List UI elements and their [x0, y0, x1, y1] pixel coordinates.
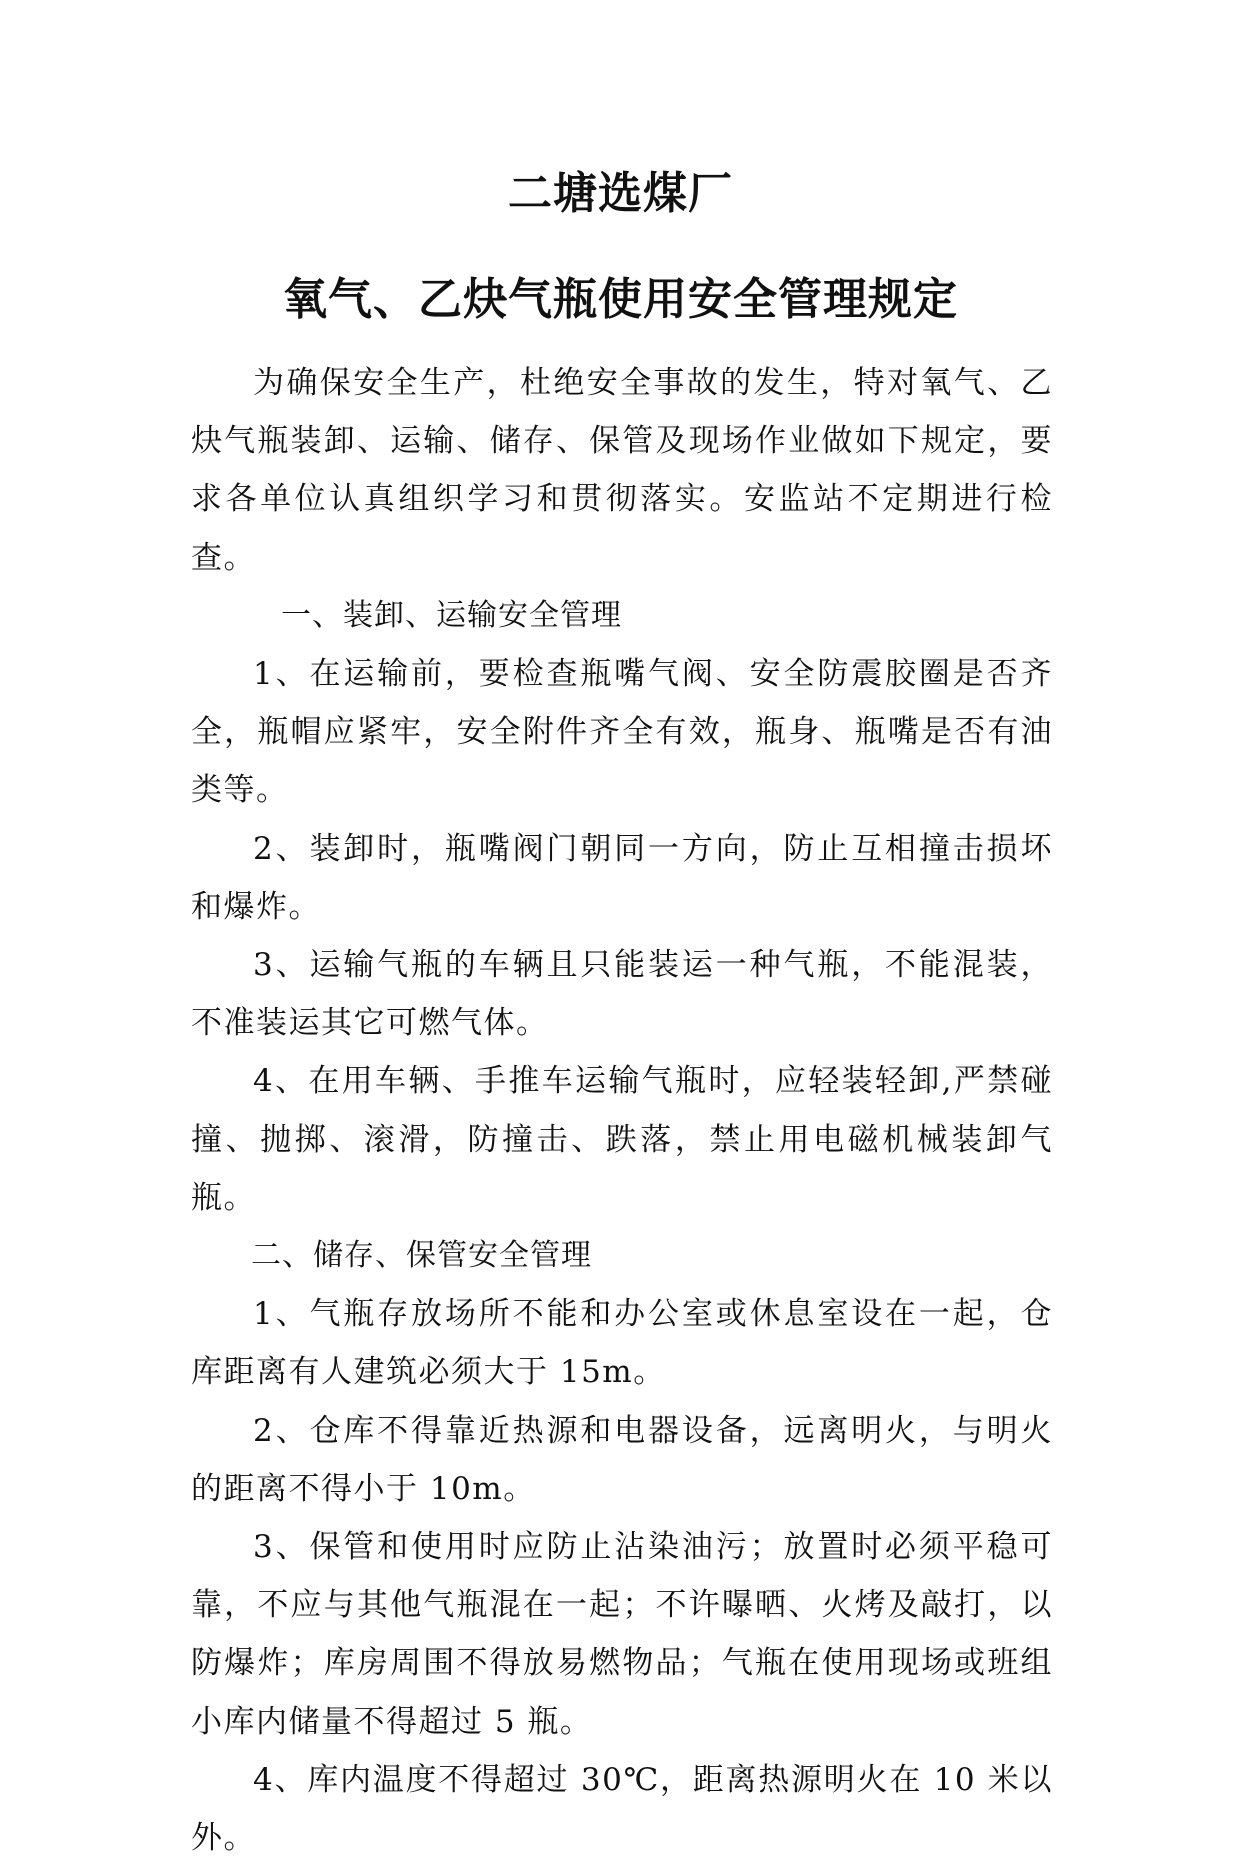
- section-item: 2、仓库不得靠近热源和电器设备，远离明火，与明火的距离不得小于 10m。: [191, 1412, 1053, 1507]
- section-item: 4、库内温度不得超过 30℃，距离热源明火在 10 米以外。: [191, 1761, 1053, 1857]
- section-item: 1、气瓶存放场所不能和办公室或休息室设在一起，仓库距离有人建筑必须大于 15m。: [191, 1296, 1053, 1391]
- document-title-line1: 二塘选煤厂: [508, 168, 733, 219]
- section-item: 1、在运输前，要检查瓶嘴气阀、安全防震胶圈是否齐全，瓶帽应紧牢，安全附件齐全有效，瓶身、瓶嘴是否有油类等。: [191, 656, 1053, 809]
- section-heading: 一、装卸、运输安全管理: [281, 597, 622, 633]
- section-heading: 二、储存、保管安全管理: [251, 1238, 592, 1274]
- intro-paragraph: 为确保安全生产，杜绝安全事故的发生，特对氧气、乙炔气瓶装卸、运输、储存、保管及现场作业做如下规定，要求各单位认真组织学习和贯彻落实。安监站不定期进行检查。: [191, 365, 1053, 576]
- section-item: 3、运输气瓶的车辆且只能装运一种气瓶，不能混装，不准装运其它可燃气体。: [191, 947, 1053, 1042]
- document-title-line2: 氧气、乙炔气瓶使用安全管理规定: [283, 274, 958, 325]
- document-body: [191, 354, 1053, 1867]
- section-item: 3、保管和使用时应防止沾染油污；放置时必须平稳可靠，不应与其他气瓶混在一起；不许曝晒、火烤及敲打，以防爆炸；库房周围不得放易燃物品；气瓶在使用现场或班组小库内储量不得超过 5 瓶。: [191, 1529, 1053, 1740]
- section-item: 2、装卸时，瓶嘴阀门朝同一方向，防止互相撞击损坏和爆炸。: [191, 830, 1053, 925]
- section-item: 4、在用车辆、手推车运输气瓶时，应轻装轻卸,严禁碰撞、抛掷、滚滑，防撞击、跌落，禁止用电磁机械装卸气瓶。: [191, 1063, 1053, 1216]
